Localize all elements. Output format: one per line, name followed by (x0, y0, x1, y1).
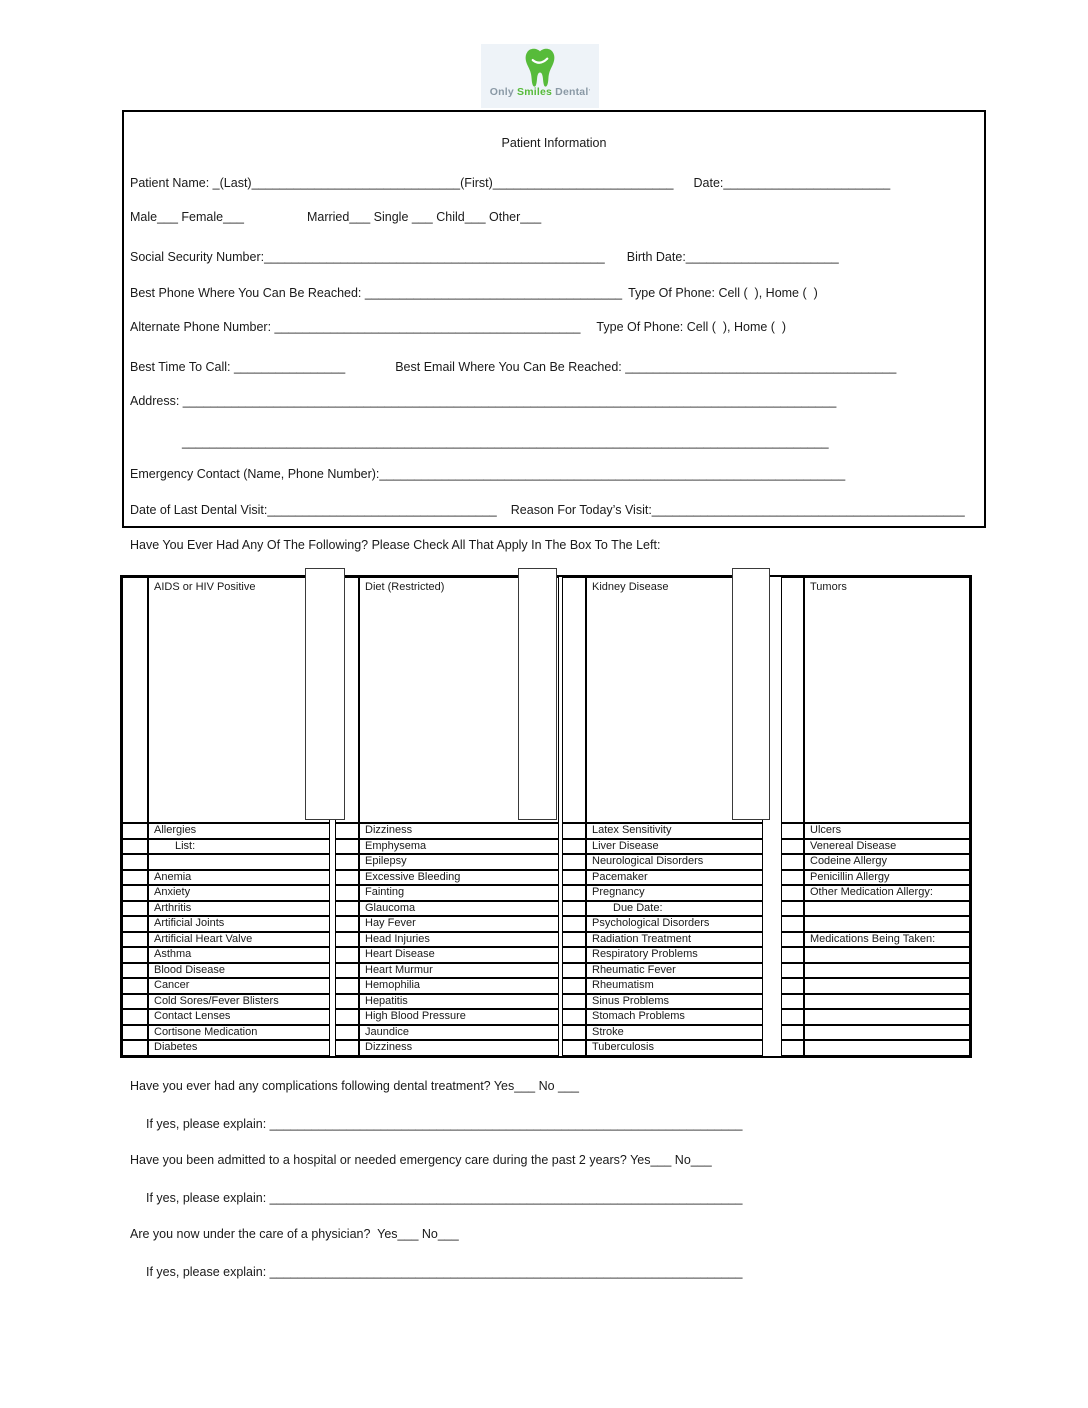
condition-label: Cortisone Medication (148, 1025, 330, 1041)
condition-label (804, 994, 970, 1010)
condition-label: Pacemaker (586, 870, 763, 886)
name-date-line (130, 176, 890, 190)
gender-marital-line (130, 210, 541, 224)
best-phone-field[interactable]: Best Phone Where You Can Be Reached: _____________________________________ (130, 286, 623, 300)
condition-label: Diabetes (148, 1040, 330, 1056)
checkbox-cell[interactable] (562, 994, 586, 1010)
checkbox-cell[interactable] (335, 870, 359, 886)
condition-label: Hay Fever (359, 916, 559, 932)
best-email-field[interactable]: Best Email Where You Can Be Reached: _______________________________________ (395, 360, 897, 374)
checkbox-cell[interactable] (122, 1025, 148, 1041)
checkbox-cell[interactable] (562, 839, 586, 855)
patient-information-box (122, 110, 986, 528)
marital-status-field[interactable]: Married___ Single ___ Child___ Other___ (306, 210, 542, 224)
condition-label: List: (148, 839, 330, 855)
question-line[interactable]: Are you now under the care of a physician? Yes___ No___ (130, 1227, 459, 1241)
category-header: Tumors (804, 577, 970, 823)
condition-label: High Blood Pressure (359, 1009, 559, 1025)
date-field[interactable]: Date:________________________ (693, 176, 891, 190)
checkbox-cell[interactable] (122, 947, 148, 963)
condition-label (804, 916, 970, 932)
condition-label: Heart Murmur (359, 963, 559, 979)
checkbox-cell[interactable] (335, 963, 359, 979)
condition-label: Respiratory Problems (586, 947, 763, 963)
alt-phone-line (130, 320, 786, 334)
checkbox-cell[interactable] (562, 901, 586, 917)
condition-label: Stroke (586, 1025, 763, 1041)
checkbox-cell[interactable] (335, 823, 359, 839)
ssn-birthdate-line (130, 250, 839, 264)
condition-label: Radiation Treatment (586, 932, 763, 948)
condition-label: Pregnancy (586, 885, 763, 901)
condition-label: Blood Disease (148, 963, 330, 979)
clinic-logo (481, 44, 599, 108)
checkbox-cell[interactable] (781, 901, 804, 917)
condition-label: Rheumatic Fever (586, 963, 763, 979)
checkbox-cell[interactable] (781, 963, 804, 979)
condition-label: Jaundice (359, 1025, 559, 1041)
condition-label: Rheumatism (586, 978, 763, 994)
condition-label: Emphysema (359, 839, 559, 855)
checkbox-cell[interactable] (335, 916, 359, 932)
checkbox-cell[interactable] (122, 963, 148, 979)
checkbox-cell[interactable] (562, 577, 586, 823)
explain-line[interactable]: If yes, please explain: ____________________________________________________________________ (146, 1117, 743, 1131)
checkbox-cell[interactable] (335, 854, 359, 870)
checkbox-cell[interactable] (122, 932, 148, 948)
best-time-field[interactable]: Best Time To Call: ________________ (130, 360, 346, 374)
checkbox-cell[interactable] (335, 1040, 359, 1056)
condition-label: Neurological Disorders (586, 854, 763, 870)
checkbox-cell[interactable] (335, 947, 359, 963)
alt-phone-field[interactable]: Alternate Phone Number: ____________________________________________ (130, 320, 581, 334)
condition-label (804, 1040, 970, 1056)
condition-label: Penicillin Allergy (804, 870, 970, 886)
condition-label (804, 901, 970, 917)
column-gap (763, 854, 781, 870)
checklist-instruction: Have You Ever Had Any Of The Following? Please Check All That Apply In The Box To The Left: (130, 538, 661, 552)
birth-date-field[interactable]: Birth Date:______________________ (626, 250, 839, 264)
explain-line[interactable]: If yes, please explain: ____________________________________________________________________ (146, 1191, 743, 1205)
emergency-contact-line (130, 467, 845, 481)
last-dental-visit-field[interactable]: Date of Last Dental Visit:_________________________________ (130, 503, 497, 517)
ssn-field[interactable]: Social Security Number:_________________________________________________ (130, 250, 605, 264)
condition-label: Liver Disease (586, 839, 763, 855)
checkbox-cell[interactable] (122, 870, 148, 886)
condition-label: Head Injuries (359, 932, 559, 948)
checkbox-cell[interactable] (562, 932, 586, 948)
checkbox-cell[interactable] (122, 885, 148, 901)
clinic-name (481, 87, 599, 98)
checkbox-cell[interactable] (562, 1009, 586, 1025)
condition-label: Heart Disease (359, 947, 559, 963)
address-field[interactable]: Address: ______________________________________________________________________________________________ (130, 394, 837, 408)
best-phone-type-field[interactable]: Type Of Phone: Cell ( ), Home ( ) (628, 286, 818, 300)
checkbox-cell[interactable] (122, 978, 148, 994)
address-line (130, 394, 836, 408)
brand-smiles: Smiles (517, 86, 553, 98)
tooth-icon (520, 47, 560, 87)
condition-label: Dizziness (359, 1040, 559, 1056)
gender-field[interactable]: Male___ Female___ (130, 210, 244, 224)
column-gap (763, 870, 781, 886)
checkbox-cell[interactable] (122, 994, 148, 1010)
condition-label: Venereal Disease (804, 839, 970, 855)
condition-label: Anxiety (148, 885, 330, 901)
checkbox-cell[interactable] (335, 885, 359, 901)
checkbox-cell[interactable] (781, 1025, 804, 1041)
column-gap (763, 1009, 781, 1025)
question-line[interactable]: Have you been admitted to a hospital or needed emergency care during the past 2 years? Yes___ No___ (130, 1153, 712, 1167)
checkbox-cell[interactable] (122, 1009, 148, 1025)
address-line-2 (182, 435, 829, 449)
patient-name-first-field[interactable]: (First)__________________________ (460, 176, 674, 190)
question-line[interactable]: Have you ever had any complications following dental treatment? Yes___ No ___ (130, 1079, 579, 1093)
category-header: AIDS or HIV Positive (148, 577, 330, 823)
checkbox-cell[interactable] (781, 870, 804, 886)
condition-label (804, 1009, 970, 1025)
checkbox-cell[interactable] (562, 870, 586, 886)
checkbox-cell[interactable] (335, 994, 359, 1010)
column-gap (763, 1025, 781, 1041)
best-phone-line (130, 286, 818, 300)
brand-dental: Dental (552, 86, 589, 98)
checkbox-cell[interactable] (335, 978, 359, 994)
emergency-contact-field[interactable]: Emergency Contact (Name, Phone Number):___________________________________________________________________ (130, 467, 846, 481)
write-in-box[interactable] (305, 568, 345, 820)
checkbox-cell[interactable] (335, 839, 359, 855)
column-gap (763, 916, 781, 932)
checkbox-cell[interactable] (122, 1040, 148, 1056)
column-gap (763, 963, 781, 979)
followup-questions (130, 1079, 1030, 1301)
column-gap (763, 901, 781, 917)
address-field-2[interactable]: _____________________________________________________________________________________________ (182, 435, 829, 449)
condition-label: Cancer (148, 978, 330, 994)
alt-phone-type-field[interactable]: Type Of Phone: Cell ( ), Home ( ) (596, 320, 787, 334)
checkbox-cell[interactable] (562, 885, 586, 901)
write-in-box[interactable] (518, 568, 557, 820)
condition-label (804, 947, 970, 963)
time-email-line (130, 360, 896, 374)
checkbox-cell[interactable] (122, 577, 148, 823)
column-gap (763, 994, 781, 1010)
checkbox-cell[interactable] (781, 854, 804, 870)
condition-label: Allergies (148, 823, 330, 839)
column-gap (763, 839, 781, 855)
checkbox-cell[interactable] (781, 823, 804, 839)
checkbox-cell[interactable] (122, 916, 148, 932)
column-gap (763, 932, 781, 948)
condition-label: Fainting (359, 885, 559, 901)
checkbox-cell[interactable] (562, 1040, 586, 1056)
condition-label: Anemia (148, 870, 330, 886)
condition-label: Cold Sores/Fever Blisters (148, 994, 330, 1010)
checkbox-cell[interactable] (781, 839, 804, 855)
condition-label: Hemophilia (359, 978, 559, 994)
checkbox-cell[interactable] (122, 823, 148, 839)
checkbox-cell[interactable] (335, 932, 359, 948)
condition-label: Tuberculosis (586, 1040, 763, 1056)
condition-label: Artificial Heart Valve (148, 932, 330, 948)
condition-label: Sinus Problems (586, 994, 763, 1010)
checkbox-cell[interactable] (562, 947, 586, 963)
category-header: Kidney Disease (586, 577, 763, 823)
condition-label: Due Date: (586, 901, 763, 917)
checkbox-cell[interactable] (122, 839, 148, 855)
brand-mark: ’ (588, 89, 591, 96)
checkbox-cell[interactable] (781, 1040, 804, 1056)
checkbox-cell[interactable] (781, 885, 804, 901)
checkbox-cell[interactable] (781, 947, 804, 963)
checkbox-cell[interactable] (122, 901, 148, 917)
condition-label: Artificial Joints (148, 916, 330, 932)
visit-line (130, 503, 965, 517)
column-gap (763, 1040, 781, 1056)
condition-label: Codeine Allergy (804, 854, 970, 870)
checkbox-cell[interactable] (781, 577, 804, 823)
condition-label: Epilepsy (359, 854, 559, 870)
column-gap (763, 885, 781, 901)
checkbox-cell[interactable] (781, 932, 804, 948)
condition-label (804, 1025, 970, 1041)
checkbox-cell[interactable] (562, 916, 586, 932)
checkbox-cell[interactable] (781, 916, 804, 932)
visit-reason-field[interactable]: Reason For Today’s Visit:_____________________________________________ (510, 503, 965, 517)
checkbox-cell[interactable] (781, 994, 804, 1010)
condition-label: Glaucoma (359, 901, 559, 917)
condition-label: Psychological Disorders (586, 916, 763, 932)
condition-label: Asthma (148, 947, 330, 963)
checkbox-cell[interactable] (781, 1009, 804, 1025)
checkbox-cell[interactable] (335, 1025, 359, 1041)
section-title: Patient Information (501, 136, 607, 150)
column-gap (763, 947, 781, 963)
checkbox-cell[interactable] (335, 901, 359, 917)
checkbox-cell[interactable] (781, 978, 804, 994)
condition-label: Dizziness (359, 823, 559, 839)
column-gap (763, 823, 781, 839)
condition-label (804, 978, 970, 994)
checkbox-cell[interactable] (335, 1009, 359, 1025)
condition-label: Hepatitis (359, 994, 559, 1010)
medical-history-table (120, 575, 972, 1058)
condition-label (148, 854, 330, 870)
checkbox-cell[interactable] (562, 823, 586, 839)
condition-label: Arthritis (148, 901, 330, 917)
condition-label: Contact Lenses (148, 1009, 330, 1025)
checkbox-cell[interactable] (562, 963, 586, 979)
column-gap (763, 978, 781, 994)
checkbox-cell[interactable] (562, 978, 586, 994)
condition-label: Stomach Problems (586, 1009, 763, 1025)
brand-only: Only (489, 86, 517, 98)
patient-name-last-field[interactable]: Patient Name: _(Last)______________________________ (130, 176, 461, 190)
checkbox-cell[interactable] (562, 854, 586, 870)
condition-label (804, 963, 970, 979)
checkbox-cell[interactable] (122, 854, 148, 870)
write-in-box[interactable] (732, 568, 770, 820)
checkbox-cell[interactable] (562, 1025, 586, 1041)
condition-label: Ulcers (804, 823, 970, 839)
condition-label: Latex Sensitivity (586, 823, 763, 839)
condition-label: Medications Being Taken: (804, 932, 970, 948)
explain-line[interactable]: If yes, please explain: ____________________________________________________________________ (146, 1265, 743, 1279)
condition-label: Other Medication Allergy: (804, 885, 970, 901)
condition-label: Excessive Bleeding (359, 870, 559, 886)
category-header: Diet (Restricted) (359, 577, 559, 823)
